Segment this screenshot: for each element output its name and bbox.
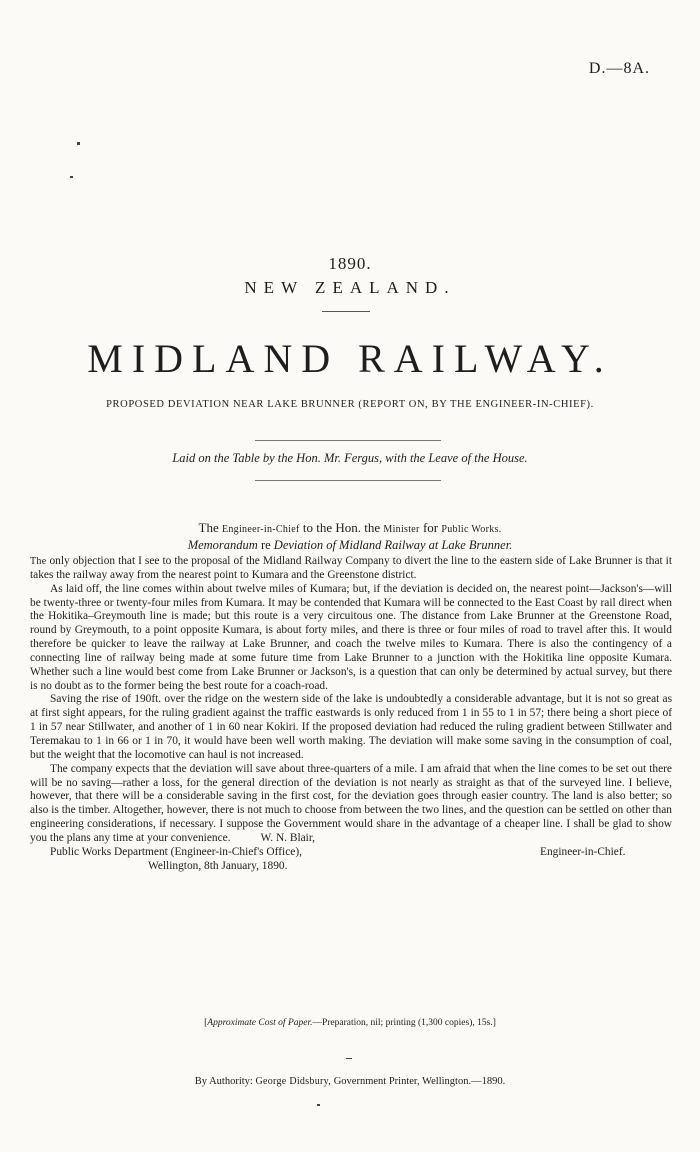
address-for: for bbox=[422, 520, 439, 535]
print-speck bbox=[317, 1104, 320, 1106]
divider bbox=[322, 311, 370, 312]
paragraph-lead: The bbox=[30, 556, 47, 567]
cost-text: —Preparation, nil; printing (1,300 copies), 15s. bbox=[312, 1018, 493, 1028]
memo-subject: Deviation of Midland Railway at Lake Brunner. bbox=[273, 538, 513, 552]
paragraph-text: only objection that I see to the proposal of the Midland Railway Company to divert the line to the eastern side of Lake Brunner is that it takes the railway away from the nearest point to Kumara and the Greenstone district. bbox=[30, 555, 672, 581]
address-the: The bbox=[198, 520, 219, 535]
print-speck bbox=[77, 142, 80, 145]
paragraph: Saving the rise of 190ft. over the ridge on the western side of the lake is undoubtedly a considerable advantage, but it is not so great as at first sight appears, for the ruling gradient against the traffic eastwards is only reduced from 1 in 55 to 1 in 57; there being a short piece of 1 in 57 near Stillwater, and another of 1 in 60 near Kokiri. If the proposed deviation had reduced the ruling gradient between Stillwater and Teremakau to 1 in 66 or 1 in 70, it would have been well worth making. The deviation will make some saving in the consumption of coal, but the weight that the locomotive can haul is not increased. bbox=[30, 693, 672, 761]
document-reference: D.—8A. bbox=[588, 60, 650, 77]
print-speck bbox=[346, 1058, 352, 1059]
memo-heading bbox=[0, 538, 700, 553]
signature-place-date: Wellington, 8th January, 1890. bbox=[148, 859, 288, 872]
address-to: Minister bbox=[383, 524, 420, 535]
divider bbox=[255, 480, 441, 481]
country-heading: NEW ZEALAND. bbox=[244, 278, 456, 297]
cost-label: Approximate Cost of Paper. bbox=[207, 1018, 313, 1028]
memo-re: re bbox=[260, 538, 271, 552]
divider bbox=[255, 440, 441, 441]
paragraph-text: The company expects that the deviation will save about three-quarters of a mile. I am afraid that when the line comes to be set out there will be no saving—rather a loss, for the general direction of the deviation is not nearly as straight as that of the surveyed line. I believe, however, that there will be a considerable saving in the first cost, for the deviation goes through easier country. The land is also better; so also is the timber. Altogether, however, there is not much to choose from between the two lines, and the question can be settled on other than engineering considerations, if necessary. I suppose the Government would share in the advantage of a cheaper line. I shall be glad to show you the plans any time at your convenience. bbox=[30, 762, 672, 844]
memo-word: Memorandum bbox=[187, 538, 258, 552]
signature-date-line bbox=[30, 860, 672, 874]
address-to-text: to the Hon. the bbox=[302, 520, 381, 535]
address-from: Engineer-in-Chief bbox=[221, 524, 300, 535]
laid-on-table-note: Laid on the Table by the Hon. Mr. Fergus, with the Leave of the House. bbox=[172, 451, 528, 465]
imprint-by: By Authority: bbox=[194, 1076, 253, 1087]
signature-name: W. N. Blair, bbox=[260, 831, 316, 844]
paragraph bbox=[30, 555, 672, 583]
imprint-printer-name: George Didsbury, bbox=[255, 1076, 332, 1087]
address-dept: Public Works. bbox=[441, 524, 502, 535]
signature-block bbox=[30, 846, 672, 860]
document-subtitle: PROPOSED DEVIATION NEAR LAKE BRUNNER (REPORT ON, BY THE ENGINEER-IN-CHIEF). bbox=[106, 399, 594, 410]
signature-office: Public Works Department (Engineer-in-Chief's Office), bbox=[50, 845, 302, 858]
cost-note: [Approximate Cost of Paper.—Preparation, nil; printing (1,300 copies), 15s.] bbox=[204, 1018, 496, 1028]
imprint-text: Government Printer, Wellington.—1890. bbox=[333, 1076, 506, 1087]
document-year: 1890. bbox=[328, 254, 372, 273]
printer-imprint bbox=[0, 1076, 700, 1087]
document-title: MIDLAND RAILWAY. bbox=[87, 336, 613, 381]
paragraph bbox=[30, 763, 672, 846]
paragraph: As laid off, the line comes within about twelve miles of Kumara; but, if the deviation is decided on, the nearest point—Jackson's—will be twenty-three or twenty-four miles from Kumara. It may be contended that Kumara will be connected to the East Coast by rail direct when the Hokitika–Greymouth line is made; but this route is a very circuitous one. The distance from Lake Brunner at the Greenstone Road, round by Greymouth, to a point opposite Kumara, is about forty miles, and there is three or four miles of road to travel after this. It would therefore be quicker to leave the railway at Lake Brunner, and coach the twelve miles to Kumara. There is also the contingency of a connecting line of railway being made at some future time from Lake Brunner to a junction with the Hokitika line opposite Kumara. Whether such a line would best come from Lake Brunner or Jackson's, is a question that can only be determined by actual survey, but there is no doubt as to the former being the best route for a coach-road. bbox=[30, 582, 672, 692]
print-speck bbox=[70, 176, 73, 178]
signature-title: Engineer-in-Chief. bbox=[540, 845, 626, 858]
memo-body bbox=[30, 555, 672, 873]
memo-address bbox=[0, 520, 700, 536]
